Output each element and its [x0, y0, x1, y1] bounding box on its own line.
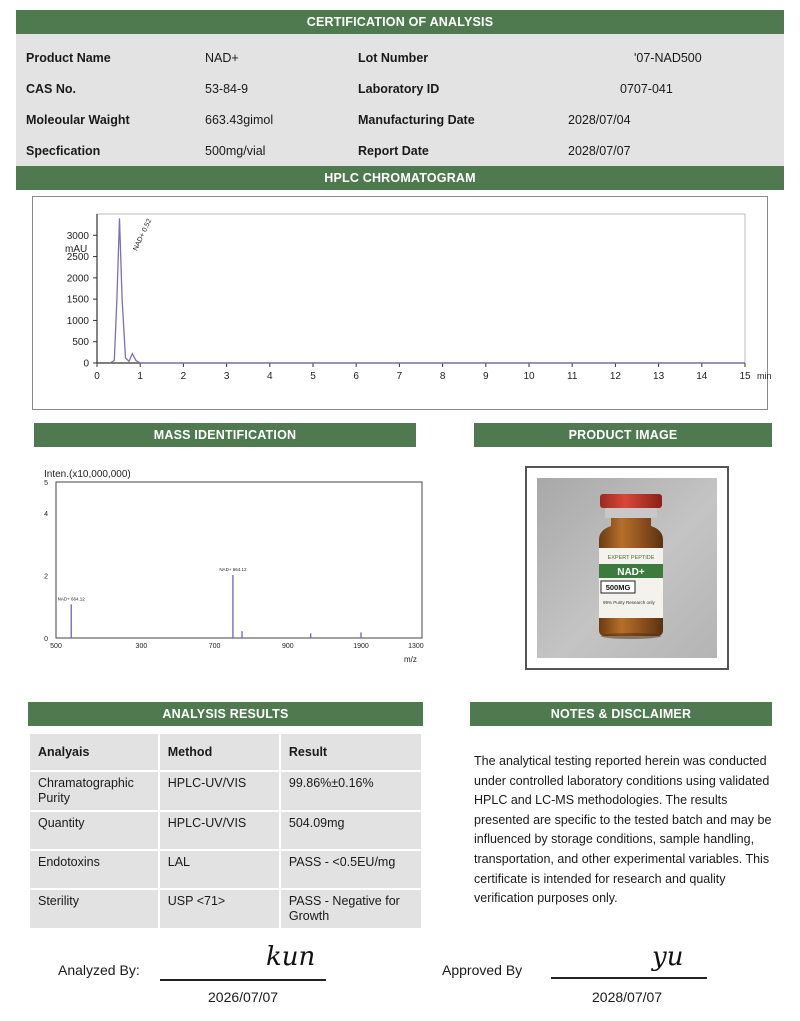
product-image-frame — [525, 466, 729, 670]
mfg-date-value: 2028/07/04 — [568, 113, 631, 127]
hplc-x-tick-label: 0 — [94, 371, 100, 382]
mass-chart-frame — [26, 468, 424, 668]
product-name-value: NAD+ — [205, 51, 239, 65]
hplc-x-axis-label: min — [757, 371, 772, 381]
hplc-y-tick-label: 0 — [83, 358, 89, 370]
cas-label: CAS No. — [26, 82, 76, 96]
vial-note-text: 99% Purity Research only — [603, 600, 655, 605]
table-row — [29, 850, 422, 889]
approved-signature: yu — [652, 942, 684, 972]
hplc-plot-area — [97, 214, 745, 363]
hplc-x-tick-label: 13 — [653, 371, 665, 382]
mass-title-bar — [34, 423, 416, 447]
spec-label: Specfication — [26, 144, 101, 158]
lab-id-label: Laboratory ID — [358, 82, 440, 96]
mass-y-tick-label: 5 — [44, 480, 48, 487]
results-cell: PASS - Negative for Growth — [280, 889, 422, 929]
mass-title: MASS IDENTIFICATION — [153, 428, 297, 442]
mass-peak-label: NAD+ 664.12 — [57, 596, 85, 602]
analyzed-signature-line — [160, 979, 326, 981]
results-header-cell: Result — [280, 733, 422, 771]
mass-x-tick-label: 1900 — [353, 643, 369, 650]
report-date-label: Report Date — [358, 144, 429, 158]
results-cell: HPLC-UV/VIS — [159, 811, 280, 850]
coa-title-bar — [16, 10, 784, 34]
hplc-x-tick-label: 8 — [439, 371, 446, 382]
mass-x-tick-label: 900 — [281, 643, 294, 650]
hplc-series-line — [110, 218, 745, 363]
hplc-x-tick-label: 1 — [137, 371, 143, 382]
mass-y-tick-label: 0 — [44, 636, 48, 643]
hplc-y-tick-label: 1000 — [66, 315, 89, 327]
results-table — [28, 732, 423, 930]
results-header-row — [29, 733, 422, 771]
vial-crimp — [605, 508, 657, 518]
results-cell: 99.86%±0.16% — [280, 771, 422, 811]
hplc-y-tick-label: 2500 — [66, 252, 89, 264]
hplc-x-tick-label: 12 — [609, 371, 621, 382]
results-title: ANALYSIS RESULTS — [162, 707, 289, 721]
results-header-cell: Analyais — [29, 733, 159, 771]
vial-shadow — [601, 633, 661, 639]
mass-y-axis-label: Inten.(x10,000,000) — [44, 469, 131, 480]
table-row — [29, 771, 422, 811]
lot-number-value: '07-NAD500 — [634, 51, 702, 65]
vial-dose-text: 500MG — [605, 583, 631, 592]
table-row — [29, 811, 422, 850]
cas-value: 53-84-9 — [205, 82, 249, 96]
hplc-x-tick-label: 3 — [223, 371, 230, 382]
hplc-y-tick-label: 2000 — [66, 273, 89, 285]
hplc-x-tick-label: 7 — [396, 371, 403, 382]
table-row — [29, 889, 422, 929]
hplc-y-tick-label: 3000 — [66, 230, 89, 242]
hplc-x-tick-label: 11 — [567, 371, 578, 382]
analyzed-signature: kun — [266, 942, 316, 972]
spec-value: 500mg/vial — [205, 144, 266, 158]
vial-brand-text: EXPERT PEPTIDE — [607, 555, 655, 561]
mass-y-tick-label: 2 — [44, 573, 48, 581]
mass-x-tick-label: 1300 — [408, 643, 424, 650]
results-title-bar — [28, 702, 423, 726]
hplc-x-tick-label: 14 — [696, 371, 708, 382]
results-cell: USP <71> — [159, 889, 280, 929]
product-name-label: Product Name — [26, 51, 111, 65]
results-header-cell: Method — [159, 733, 280, 771]
hplc-x-tick-label: 15 — [739, 371, 751, 382]
hplc-x-tick-label: 4 — [267, 371, 273, 382]
vial-illustration — [537, 478, 717, 658]
product-info-panel — [16, 34, 784, 170]
mass-x-tick-label: 500 — [50, 643, 62, 650]
vial-cap — [600, 494, 662, 508]
hplc-y-tick-label: 1500 — [66, 294, 89, 306]
hplc-chart-frame — [32, 196, 772, 410]
notes-title-bar — [470, 702, 772, 726]
results-cell: PASS - <0.5EU/mg — [280, 850, 422, 889]
notes-title: NOTES & DISCLAIMER — [550, 707, 692, 721]
lab-id-value: 0707-041 — [620, 82, 673, 96]
product-photo — [537, 478, 717, 658]
product-image-title-bar — [474, 423, 772, 447]
hplc-x-tick-label: 10 — [523, 371, 535, 382]
hplc-x-tick-label: 6 — [353, 371, 359, 382]
results-cell: Endotoxins — [29, 850, 159, 889]
hplc-chart — [33, 197, 772, 408]
mass-x-tick-label: 700 — [208, 643, 221, 650]
mass-x-tick-label: 300 — [135, 643, 148, 650]
coa-document — [14, 6, 786, 1016]
hplc-x-tick-label: 2 — [180, 371, 187, 382]
results-cell: Quantity — [29, 811, 159, 850]
results-cell: HPLC-UV/VIS — [159, 771, 280, 811]
mfg-date-label: Manufacturing Date — [358, 113, 475, 127]
product-image-title: PRODUCT IMAGE — [568, 428, 678, 442]
results-cell: Sterility — [29, 889, 159, 929]
approved-by-label: Approved By — [442, 962, 523, 978]
hplc-y-tick-label: 500 — [72, 337, 89, 349]
mass-x-axis-label: m/z — [404, 655, 417, 664]
lot-number-label: Lot Number — [358, 51, 429, 65]
mass-y-tick-label: 4 — [44, 511, 48, 519]
mass-chart — [26, 468, 424, 668]
report-date-value: 2028/07/07 — [568, 144, 631, 158]
vial-name-text: NAD+ — [617, 567, 645, 578]
hplc-x-tick-label: 9 — [483, 371, 489, 382]
analyzed-date: 2026/07/07 — [208, 989, 279, 1005]
hplc-peak-annotation: NAD+ 0.52 — [132, 217, 154, 253]
approved-signature-line — [551, 977, 707, 979]
disclaimer-text: The analytical testing reported herein was conducted under controlled laboratory conditions using validated HPLC and LC-MS methodologies. The results presented are specific to the tested batch and may be influenced by storage conditions, sample handling, transportation, and other experimental variables. This certificate is intended for research and quality verification purposes only. — [474, 754, 772, 906]
results-cell: 504.09mg — [280, 811, 422, 850]
mass-peak-label: NAD+ 664.12 — [219, 566, 247, 572]
results-cell: LAL — [159, 850, 280, 889]
hplc-x-tick-label: 5 — [310, 371, 316, 382]
mw-label: Moleoular Waight — [26, 113, 130, 127]
hplc-title: HPLC CHROMATOGRAM — [324, 171, 476, 185]
mw-value: 663.43gimol — [205, 113, 274, 127]
hplc-y-axis-label: mAU — [65, 244, 88, 255]
hplc-title-bar — [16, 166, 784, 190]
results-cell: Chramatographic Purity — [29, 771, 159, 811]
analyzed-by-label: Analyzed By: — [58, 962, 140, 978]
coa-title: CERTIFICATION OF ANALYSIS — [306, 15, 494, 29]
mass-plot-area — [56, 482, 422, 638]
approved-date: 2028/07/07 — [592, 989, 663, 1005]
